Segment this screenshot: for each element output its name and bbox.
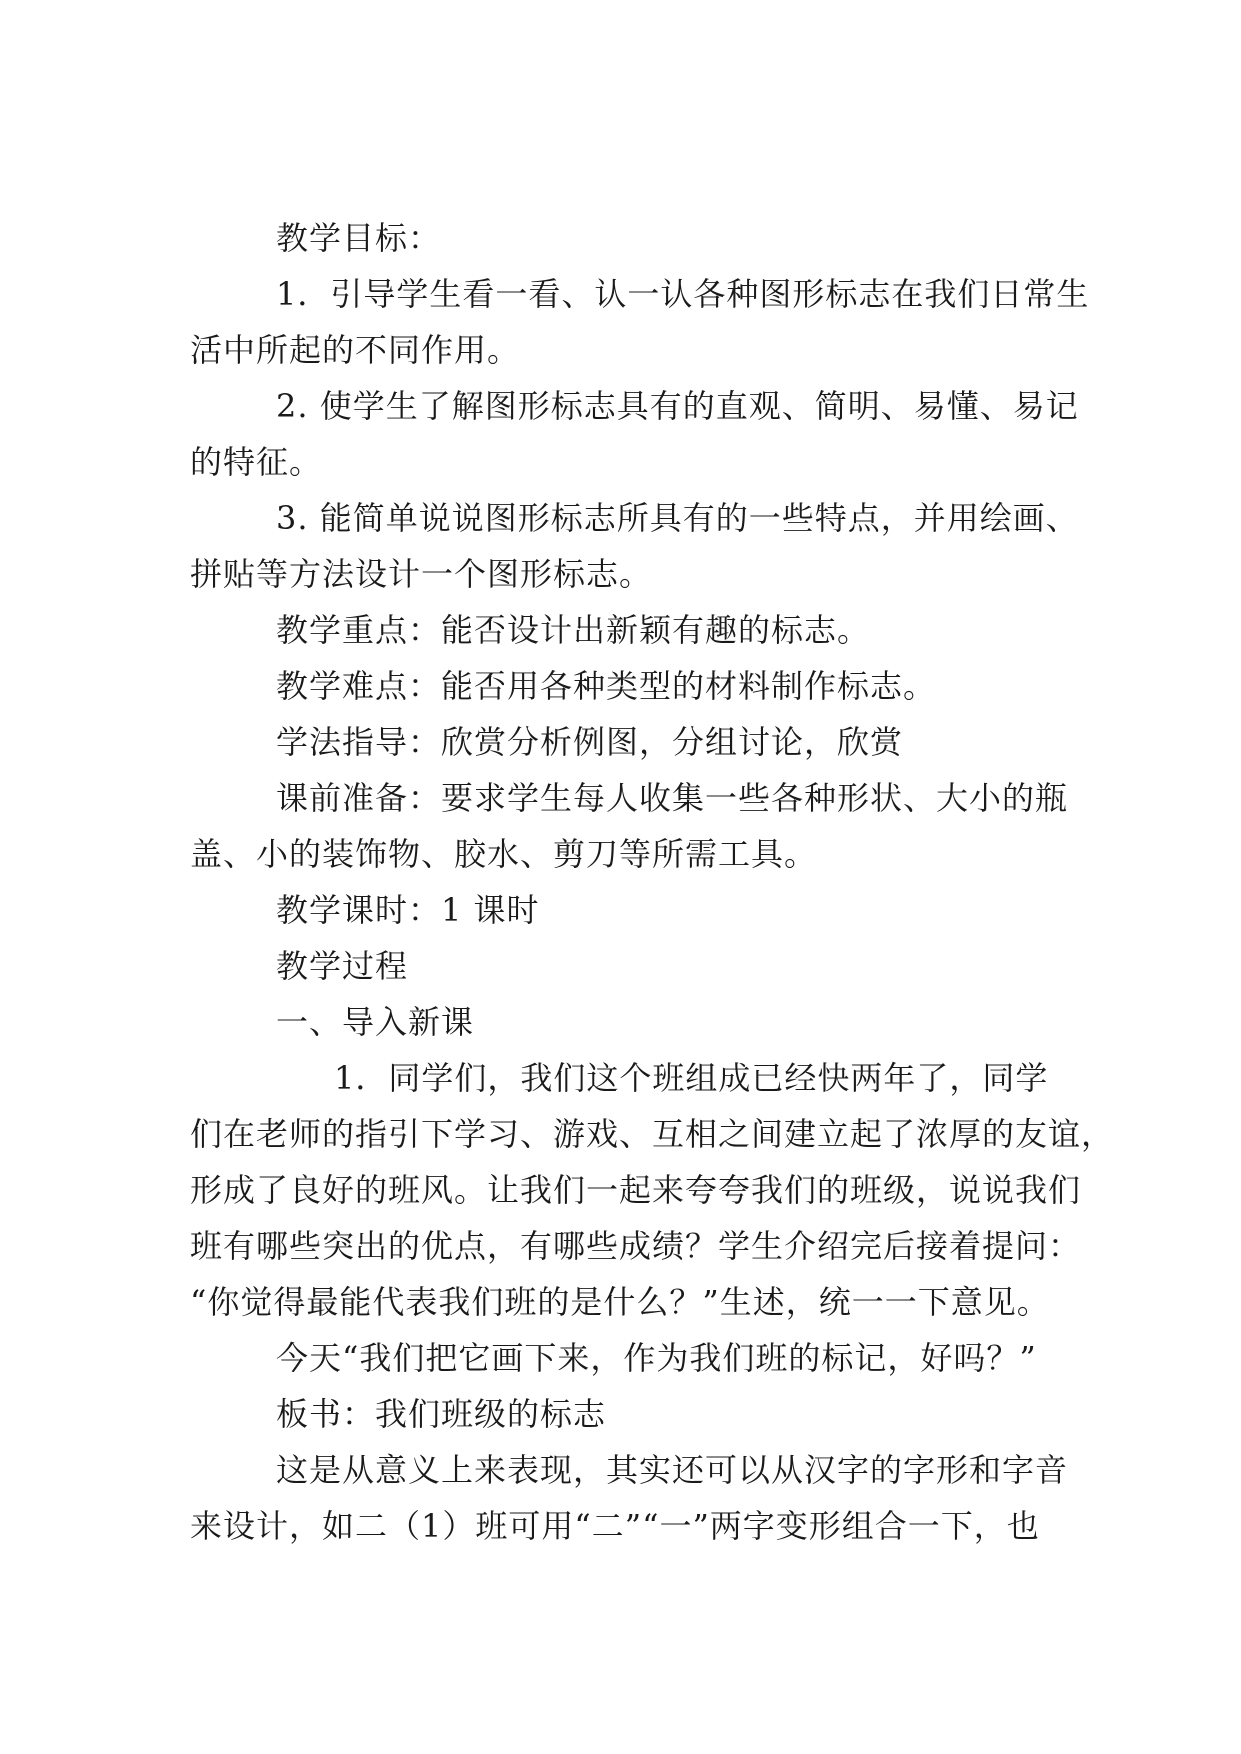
heading-teaching-goals: 教学目标：	[276, 219, 442, 257]
blackboard-title: 板书：我们班级的标志	[276, 1395, 607, 1433]
intro-paragraph-line-2: 们在老师的指引下学习、游戏、互相之间建立起了浓厚的友谊，	[190, 1115, 1115, 1153]
teaching-difficulty: 教学难点：能否用各种类型的材料制作标志。	[276, 667, 937, 705]
section-intro-heading: 一、导入新课	[276, 1003, 475, 1041]
goal-2-line-1: 2. 使学生了解图形标志具有的直观、简明、易懂、易记	[276, 387, 1079, 425]
today-question: 今天“我们把它画下来，作为我们班的标记，好吗？”	[276, 1339, 1037, 1377]
intro-paragraph-line-1: 1．同学们，我们这个班组成已经快两年了，同学	[334, 1059, 1049, 1097]
preparation-line-2: 盖、小的装饰物、胶水、剪刀等所需工具。	[190, 835, 818, 873]
goal-2-line-2: 的特征。	[190, 443, 323, 481]
class-hours: 教学课时：1 课时	[276, 891, 540, 929]
intro-paragraph-line-3: 形成了良好的班风。让我们一起来夸夸我们的班级，说说我们	[190, 1171, 1082, 1209]
intro-paragraph-line-5: “你觉得最能代表我们班的是什么？”生述，统一一下意见。	[190, 1283, 1050, 1321]
goal-3-line-2: 拼贴等方法设计一个图形标志。	[190, 555, 653, 593]
goal-1-line-1: 1．引导学生看一看、认一认各种图形标志在我们日常生	[276, 275, 1090, 313]
goal-1-line-2: 活中所起的不同作用。	[190, 331, 521, 369]
heading-teaching-process: 教学过程	[276, 947, 409, 985]
teaching-focus: 教学重点：能否设计出新颖有趣的标志。	[276, 611, 871, 649]
goal-3-line-1: 3. 能简单说说图形标志所具有的一些特点，并用绘画、	[276, 499, 1079, 537]
intro-paragraph-line-4: 班有哪些突出的优点，有哪些成绩？学生介绍完后接着提问：	[190, 1227, 1082, 1265]
design-paragraph-line-1: 这是从意义上来表现，其实还可以从汉字的字形和字音	[276, 1451, 1069, 1489]
design-paragraph-line-2: 来设计，如二（1）班可用“二”“一”两字变形组合一下，也	[190, 1507, 1040, 1545]
preparation-line-1: 课前准备：要求学生每人收集一些各种形状、大小的瓶	[276, 779, 1069, 817]
learning-method: 学法指导：欣赏分析例图，分组讨论，欣赏	[276, 723, 904, 761]
